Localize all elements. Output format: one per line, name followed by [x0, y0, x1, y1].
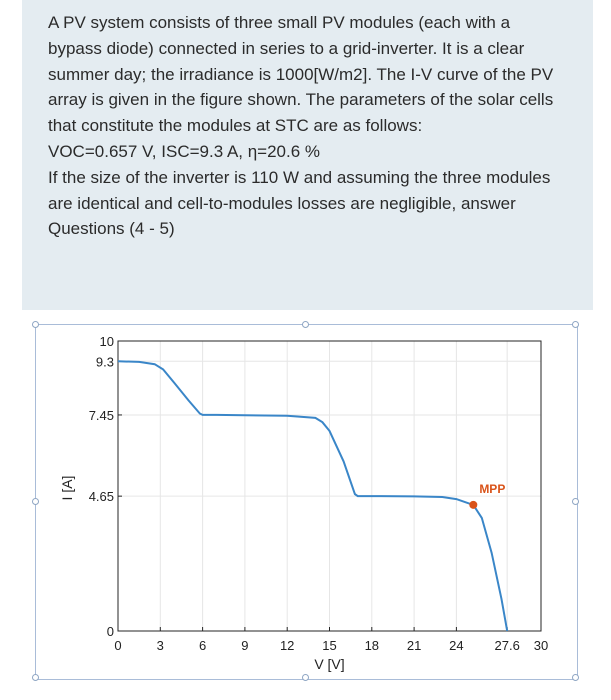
y-tick-label: 0 — [106, 624, 114, 639]
x-tick-label: 3 — [156, 638, 164, 653]
mpp-marker — [469, 501, 477, 509]
x-tick-label: 18 — [364, 638, 380, 653]
x-axis-label: V [V] — [314, 656, 345, 672]
x-tick-label: 27.6 — [494, 638, 520, 653]
mpp-label: MPP — [479, 481, 506, 496]
chart-grid — [118, 341, 541, 631]
x-tick-label: 9 — [241, 638, 249, 653]
x-tick-label: 12 — [279, 638, 295, 653]
y-tick-label: 9.3 — [95, 354, 114, 370]
question-paragraph: A PV system consists of three small PV modules (each with a bypass diode) connected in series to a grid-inverter. It is a clear summer day; the irradiance is 1000[W/m2]. The I-V curve of the PV array is given in the figure shown. The parameters of the solar cells that constitute the modules at STC are as follows: — [48, 13, 554, 136]
y-tick-label: 10 — [99, 334, 114, 349]
x-tick-label: 30 — [533, 638, 549, 653]
x-tick-label: 0 — [114, 638, 122, 653]
y-axis-label: I [A] — [59, 475, 75, 501]
x-tick-label: 6 — [198, 638, 207, 653]
x-tick-label: 21 — [406, 638, 422, 653]
cell-parameters: VOC=0.657 V, ISC=9.3 A, η=20.6 % — [48, 141, 321, 161]
x-tick-label: 15 — [322, 638, 337, 653]
question-continuation: If the size of the inverter is 110 W and assuming the three modules are identical and cell-to-modules losses are negligible, answer Questions (4 - 5) — [48, 167, 551, 239]
y-tick-label: 7.45 — [88, 407, 114, 423]
y-tick-label: 4.65 — [88, 489, 114, 505]
x-tick-label: 24 — [449, 638, 464, 653]
